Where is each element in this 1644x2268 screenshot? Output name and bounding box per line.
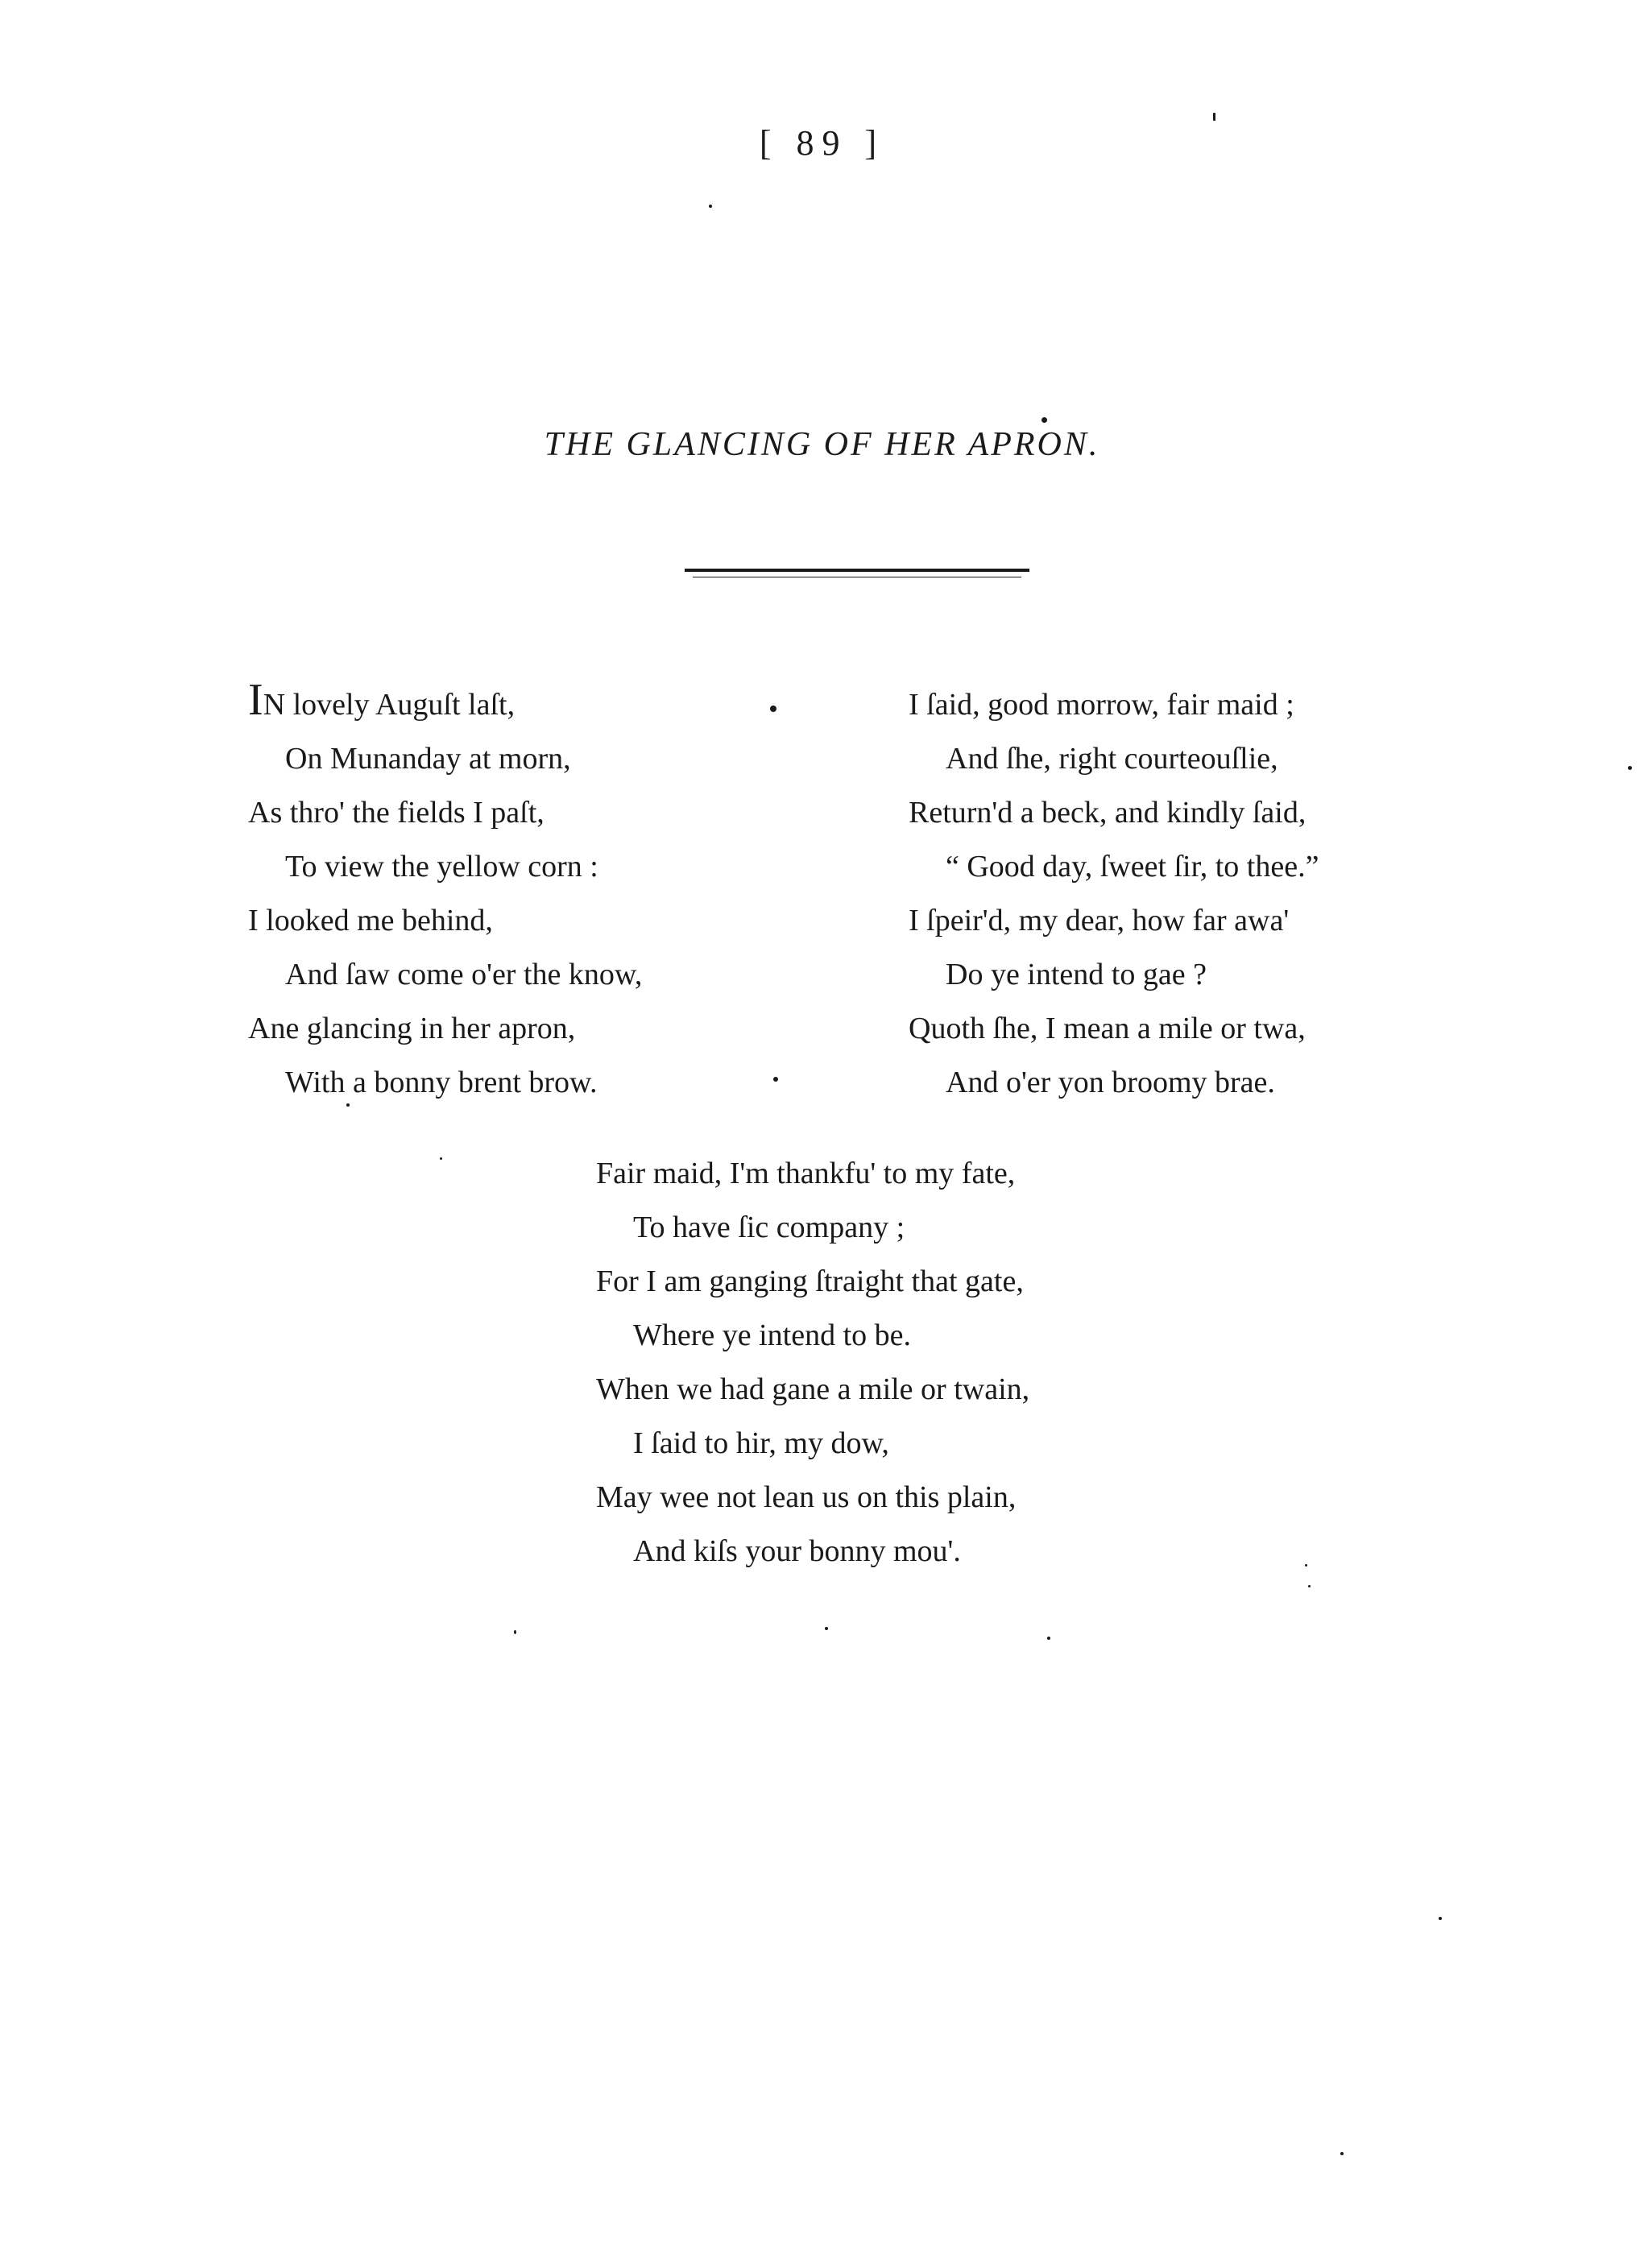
print-speck (1308, 1585, 1311, 1587)
stanza-line: Where ye intend to be. (633, 1318, 912, 1352)
stanza-line: And o'er yon broomy brae. (946, 1066, 1275, 1099)
title-rule (685, 569, 1029, 572)
print-speck (1340, 2152, 1344, 2155)
stanza-line (248, 675, 642, 732)
stanza-line: With a bonny brent brow. (285, 1066, 598, 1099)
stanza-line: And ſaw come o'er the know, (285, 958, 643, 991)
stanza-2 (909, 678, 1319, 1110)
stanza-line: I ſaid to hir, my dow, (633, 1426, 889, 1460)
stanza-line: Quoth ſhe, I mean a mile or twa, (909, 1012, 1306, 1045)
print-speck (1047, 1637, 1050, 1640)
stanza-line: Return'd a beck, and kindly ſaid, (909, 796, 1307, 830)
stanza-line: I looked me behind, (248, 904, 493, 937)
stanza-line: Ane glancing in her apron, (248, 1012, 576, 1045)
print-speck (514, 1630, 516, 1634)
print-speck (1305, 1564, 1307, 1566)
drop-cap: I (248, 675, 263, 725)
print-speck (440, 1157, 442, 1160)
stanza-line: May wee not lean us on this plain, (596, 1480, 1017, 1514)
print-speck (709, 205, 712, 208)
stanza-1 (248, 675, 643, 1110)
page-number: [ 89 ] (759, 123, 885, 163)
stanza-line: And kiſs your bonny mou'. (633, 1534, 961, 1568)
stanza-line: Fair maid, I'm thankfu' to my fate, (596, 1157, 1016, 1190)
stanza-line: Do ye intend to gae ? (946, 958, 1207, 991)
stanza-line: To view the yellow corn : (285, 850, 598, 884)
print-speck (825, 1627, 828, 1630)
stanza-line: “ Good day, ſweet ſir, to thee.” (946, 850, 1319, 884)
stanza-line: I ſaid, good morrow, fair maid ; (909, 688, 1294, 722)
stanza-line: For I am ganging ſtraight that gate, (596, 1264, 1024, 1298)
stanza-line: I ſpeir'd, my dear, how far awa' (909, 904, 1290, 937)
print-speck (1213, 113, 1215, 121)
print-speck (773, 1077, 778, 1082)
print-speck (1041, 417, 1047, 423)
stanza-line: As thro' the fields I paſt, (248, 796, 545, 830)
poem-title: THE GLANCING OF HER APRON. (544, 426, 1100, 463)
stanza-line-text: N lovely Auguſt laſt, (263, 688, 516, 722)
stanza-line: When we had gane a mile or twain, (596, 1372, 1030, 1406)
print-speck (770, 706, 776, 712)
stanza-line: On Munanday at morn, (285, 742, 571, 776)
print-speck (346, 1103, 350, 1107)
stanza-line: To have ſic company ; (633, 1211, 905, 1244)
print-speck (1439, 1917, 1442, 1920)
stanza-line: And ſhe, right courteouſlie, (946, 742, 1278, 776)
stanza-3 (596, 1147, 1029, 1579)
print-speck (1628, 766, 1632, 770)
